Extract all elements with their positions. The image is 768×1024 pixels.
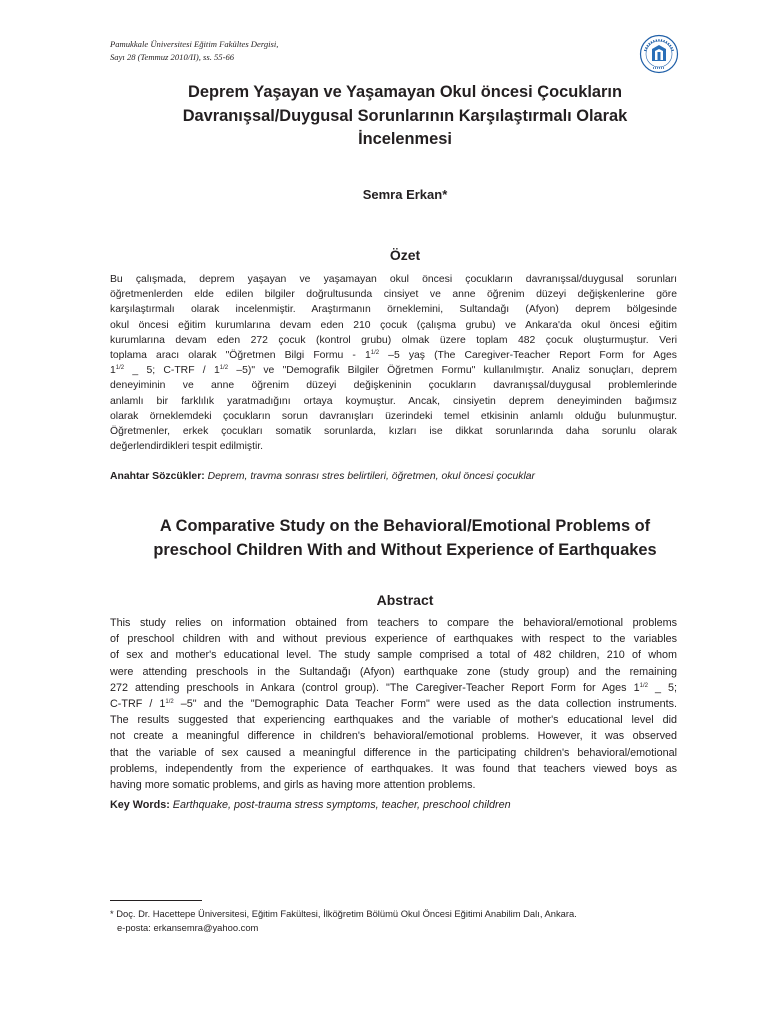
abstract-line: okul öncesi eğitim kurumlarına devam eden 210 çocuk (çalışma grubu) ve Ankara'da okul öncesi eğitim	[110, 319, 677, 331]
fraction-superscript: 1/2	[370, 350, 380, 357]
fraction-superscript: 1/2	[639, 682, 648, 689]
fraction-superscript: 1/2	[219, 365, 229, 372]
keywords-label: Key Words:	[110, 799, 170, 811]
fraction-superscript: 1/2	[115, 365, 125, 372]
journal-name: Pamukkale Üniversitesi Eğitim Fakültes Dergisi,	[110, 39, 279, 49]
abstract-line: problems, independently from the experience of earthquakes. It was found that teachers viewed boys as	[110, 762, 677, 775]
abstract-line: of sex and mother's educational level. The study sample comprised a total of 482 children, 210 of whom	[110, 649, 677, 662]
english-title	[95, 515, 715, 562]
abstract-line: that the variable of sex caused a meaningful difference in the participating children's behavioral/emotional	[110, 746, 677, 759]
turkish-abstract	[110, 272, 677, 454]
text-run: 1	[110, 365, 116, 377]
turkish-title-line: Davranışsal/Duygusal Sorunlarının Karşılaştırmalı Olarak	[182, 106, 628, 125]
text-run: _ 5; C-TRF / 1	[124, 365, 220, 377]
abstract-line: kurumlarına devam eden 272 çocuk (kontrol grubu) olmak üzere toplam 482 çocuk oluşturmuştur. Veri	[110, 334, 677, 346]
abstract-line: olarak örneklemdeki çocukların sorun davranışları üzerindeki temel etkisinin anlamlı olduğu bulunmuştur.	[110, 410, 677, 422]
ozet-heading: Özet	[389, 247, 421, 263]
fraction-superscript: 1/2	[165, 699, 174, 706]
footnote-email: e-posta: erkansemra@yahoo.com	[117, 922, 259, 933]
footnote	[110, 907, 700, 935]
abstract-line: The results suggested that experiencing earthquakes and the variable of mother's educational level did	[110, 714, 677, 727]
text-run: _ 5;	[647, 681, 678, 694]
abstract-line	[110, 696, 677, 712]
journal-issue: Sayı 28 (Temmuz 2010/II), ss. 55-66	[110, 52, 235, 62]
english-title-line: A Comparative Study on the Behavioral/Emotional Problems of	[159, 517, 651, 535]
text-run: –5" and the "Demographic Data Teacher Form" were used as the data collection instruments.	[173, 698, 677, 711]
english-abstract	[110, 615, 677, 793]
author-name: Semra Erkan*	[362, 187, 448, 202]
university-seal-icon	[639, 34, 679, 74]
keywords-label: Anahtar Sözcükler:	[110, 471, 205, 482]
abstract-line: Bu çalışmada, deprem yaşayan ve yaşamayan okul öncesi çocukların davranışsal/duygusal sorunları	[110, 274, 677, 285]
abstract-line	[110, 680, 677, 696]
turkish-keywords	[110, 469, 700, 484]
text-run: –5)" ve "Demografik Bilgiler Öğretmen Formu" kullanılmıştır. Analiz sonuçları, deprem	[228, 365, 677, 377]
text-run: C-TRF / 1	[110, 698, 166, 711]
abstract-line: Öğretmenler, erkek çocukları somatik sorunlarda, kızları ise dikkat sorunlarında daha sorunlu olarak	[110, 426, 677, 438]
abstract-line	[110, 363, 677, 378]
keywords-text: Deprem, travma sonrası stres belirtileri, öğretmen, okul öncesi çocuklar	[207, 471, 536, 482]
abstract-line: deneyiminin ve anne öğrenim düzeyi değişkeninin çocukların davranışsal/duygusal problemlerinde	[110, 380, 677, 392]
text-run: toplama aracı olarak "Öğretmen Bilgi Formu - 1	[110, 350, 371, 362]
abstract-line: anlamlı bir farklılık yaratmadığını ortaya koymuştur. Ancak, cinsiyetin deprem deneyiminden bağımsız	[110, 395, 677, 407]
abstract-line: değerlendirdikleri tespit edilmiştir.	[110, 441, 264, 453]
text-run: 272 attending preschools in Ankara (control group). "The Caregiver-Teacher Report Form for Ages 1	[110, 681, 640, 694]
abstract-heading: Abstract	[376, 592, 434, 608]
abstract-line: were attending preschools in the Sultandağı (Afyon) earthquake zone (study group) and the remaining	[110, 665, 677, 678]
abstract-line: of preschool children with and without previous experience of earthquakes with respect to the variables	[110, 633, 677, 646]
footnote-affiliation: * Doç. Dr. Hacettepe Üniversitesi, Eğitim Fakültesi, İlköğretim Bölümü Okul Öncesi Eğitimi Anabilim Dalı, Ankara.	[110, 908, 577, 919]
footnote-divider	[110, 900, 202, 901]
abstract-line: not create a meaningful difference in children's behavioral/emotional problems. However, it was observed	[110, 730, 677, 743]
abstract-line: karşılaştırmalı olarak incelenmiştir. Araştırmanın örneklemini, Sultandağı (Afyon) deprem bölgesinde	[110, 304, 677, 316]
text-run: –5 yaş (The Caregiver-Teacher Report Form for Ages	[379, 350, 677, 362]
abstract-line: öğretmenlerden elde edilen bilgiler doğrultusunda cinsiyet ve anne öğrenim düzeyi değişkenlerine göre	[110, 289, 677, 301]
abstract-line	[110, 348, 677, 363]
turkish-title	[110, 81, 700, 152]
turkish-title-line: Deprem Yaşayan ve Yaşamayan Okul öncesi Çocukların	[188, 83, 622, 101]
english-keywords	[110, 797, 700, 813]
english-title-line: preschool Children With and Without Experience of Earthquakes	[153, 540, 657, 559]
keywords-text: Earthquake, post-trauma stress symptoms, teacher, preschool children	[172, 799, 511, 811]
abstract-line: having more somatic problems, and girls as having more attention problems.	[110, 779, 476, 792]
turkish-title-line: İncelenmesi	[358, 130, 452, 148]
abstract-line: This study relies on information obtained from teachers to compare the behavioral/emotional problems	[110, 617, 677, 629]
journal-citation	[110, 38, 590, 64]
